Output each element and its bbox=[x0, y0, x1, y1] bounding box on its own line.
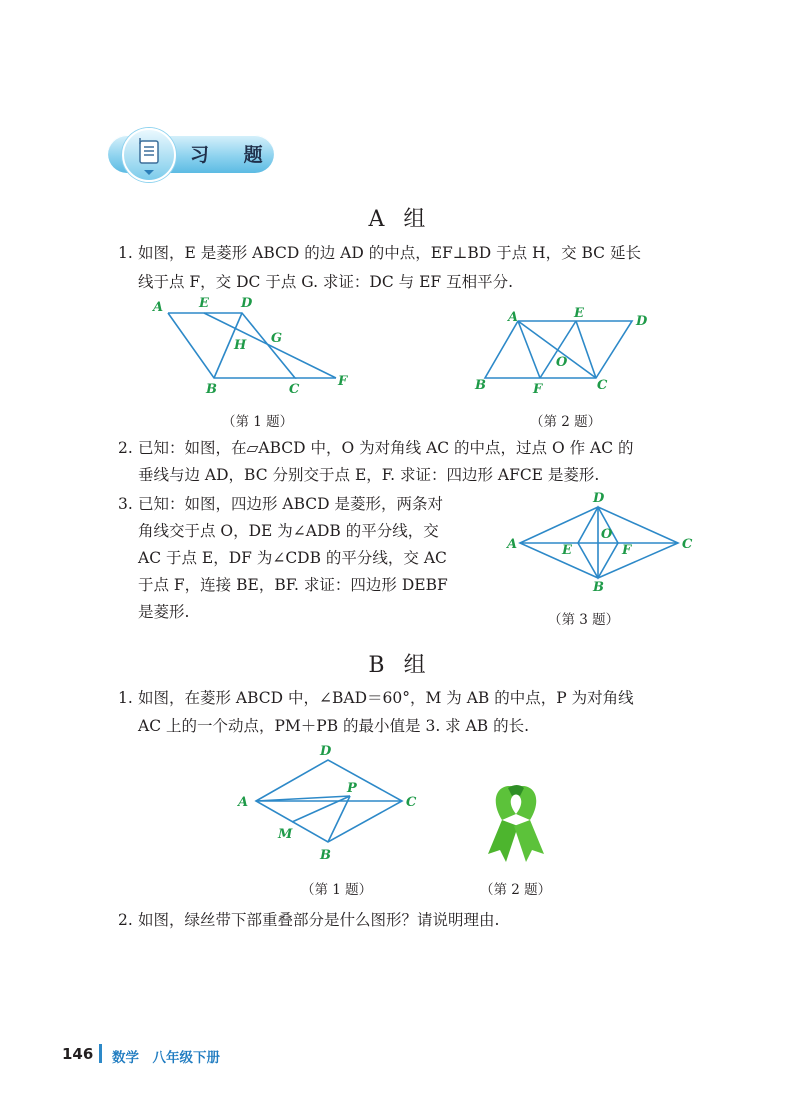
a1-text-1: 如图，E 是菱形 ABCD 的边 AD 的中点，EF⊥BD 于点 H，交 BC 延长 bbox=[138, 244, 641, 262]
a3-line-5: 是菱形. bbox=[138, 603, 190, 621]
a2-label-f: F bbox=[533, 382, 543, 397]
a3-line-2: 角线交于点 O，DE 为∠ADB 的平分线，交 bbox=[138, 522, 439, 540]
b1-label-d: D bbox=[320, 744, 332, 759]
a1-label-d: D bbox=[241, 296, 253, 311]
a1-label-c: C bbox=[289, 382, 300, 397]
a3-number: 3. bbox=[118, 495, 133, 513]
group-b-title: B 组 bbox=[368, 653, 432, 678]
a1-line-2: 线于点 F，交 DC 于点 G. 求证：DC 与 EF 互相平分. bbox=[138, 273, 513, 291]
a3-label-f: F bbox=[622, 543, 632, 558]
book-title: 数学 八年级下册 bbox=[112, 1050, 220, 1066]
b1-label-c: C bbox=[406, 795, 417, 810]
a1-label-g: G bbox=[271, 331, 283, 346]
a2-label-b: B bbox=[475, 378, 486, 393]
banner-title: 习 题 bbox=[190, 144, 277, 166]
a2-label-e: E bbox=[574, 306, 584, 321]
b1-caption: （第 1 题） bbox=[301, 882, 373, 898]
page-number: 146 bbox=[62, 1045, 94, 1063]
b2-caption: （第 2 题） bbox=[480, 882, 552, 898]
b1-text-1: 如图，在菱形 ABCD 中，∠BAD＝60°，M 为 AB 的中点，P 为对角线 bbox=[138, 689, 634, 707]
b1-label-a: A bbox=[238, 795, 249, 810]
b1-line-2: AC 上的一个动点，PM＋PB 的最小值是 3. 求 AB 的长. bbox=[138, 717, 530, 735]
a3-label-o: O bbox=[601, 527, 613, 542]
a1-label-h: H bbox=[234, 338, 247, 353]
b1-label-m: M bbox=[278, 827, 293, 842]
footer-divider bbox=[99, 1044, 102, 1063]
a3-label-d: D bbox=[593, 491, 605, 506]
a3-line-3: AC 于点 E，DF 为∠CDB 的平分线，交 AC bbox=[138, 549, 447, 567]
green-ribbon-icon bbox=[486, 782, 546, 864]
a1-label-b: B bbox=[206, 382, 217, 397]
a1-caption: （第 1 题） bbox=[222, 414, 294, 430]
a2-label-o: O bbox=[556, 355, 568, 370]
a2-caption: （第 2 题） bbox=[530, 414, 602, 430]
a2-label-d: D bbox=[636, 314, 648, 329]
a1-label-e: E bbox=[199, 296, 209, 311]
a2-number: 2. bbox=[118, 439, 133, 457]
a3-text-1: 已知：如图，四边形 ABCD 是菱形，两条对 bbox=[138, 495, 444, 513]
a2-line-2: 垂线与边 AD，BC 分别交于点 E，F. 求证：四边形 AFCE 是菱形. bbox=[138, 466, 600, 484]
b1-label-p: P bbox=[347, 781, 357, 796]
group-a-title: A 组 bbox=[368, 207, 432, 232]
b1-label-b: B bbox=[320, 848, 331, 863]
a1-label-a: A bbox=[153, 300, 164, 315]
a3-label-a: A bbox=[507, 537, 518, 552]
a1-number: 1. bbox=[118, 244, 133, 262]
a1-label-f: F bbox=[338, 374, 348, 389]
a3-label-e: E bbox=[562, 543, 572, 558]
b2-text-1: 如图，绿丝带下部重叠部分是什么图形？请说明理由. bbox=[138, 911, 500, 929]
a3-label-c: C bbox=[682, 537, 693, 552]
a2-label-c: C bbox=[597, 378, 608, 393]
b2-number: 2. bbox=[118, 911, 133, 929]
b2-line-1 bbox=[118, 913, 499, 929]
a2-label-a: A bbox=[508, 310, 519, 325]
a3-label-b: B bbox=[593, 580, 604, 595]
a3-caption: （第 3 题） bbox=[548, 612, 620, 628]
b1-number: 1. bbox=[118, 689, 133, 707]
a3-line-4: 于点 F，连接 BE，BF. 求证：四边形 DEBF bbox=[138, 576, 448, 594]
a2-text-1: 已知：如图，在▱ABCD 中，O 为对角线 AC 的中点，过点 O 作 AC 的 bbox=[138, 439, 634, 457]
